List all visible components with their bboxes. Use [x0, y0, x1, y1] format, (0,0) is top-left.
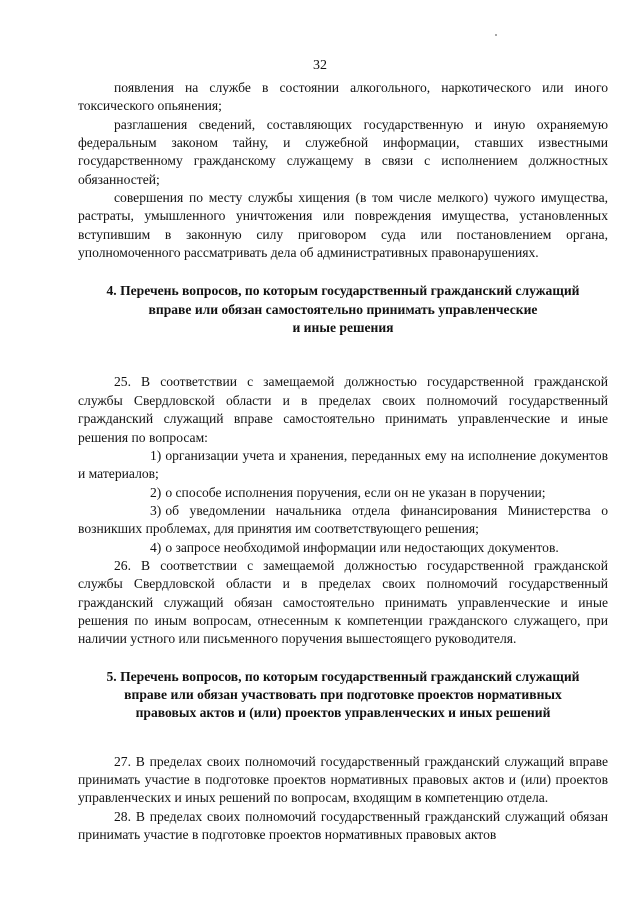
section-5-heading-line: правовых актов и (или) проектов управленческих и иных решений [135, 705, 551, 721]
section-4-heading-line: 4. Перечень вопросов, по которым государственный гражданский служащий [106, 283, 580, 299]
section-5-heading-line: 5. Перечень вопросов, по которым государственный гражданский служащий [106, 668, 580, 684]
page-body [78, 79, 608, 844]
page-number: 32 [313, 58, 327, 73]
section-4-heading-line: и иные решения [292, 320, 394, 336]
paragraph-disclosure: разглашения сведений, составляющих государственную и иную охраняемую федеральным законом тайну, и служебной информации, ставших известными государственному гражданскому служащему в связи с исполнением должностных обязанностей; [78, 116, 608, 187]
paragraph-theft: совершения по месту службы хищения (в том числе мелкого) чужого имущества, растраты, умышленного уничтожения или повреждения имущества, установленных вступившим в законную силу приговором суда или постановлением органа, уполномоченного рассматривать дела об административных правонарушениях. [78, 190, 608, 261]
section-4-heading-line: вправе или обязан самостоятельно принимать управленческие [148, 301, 538, 317]
list-item-number: 1) [150, 447, 162, 463]
list-item-text: о способе исполнения поручения, если он не указан в поручении; [165, 484, 546, 500]
list-item-number: 2) [150, 484, 162, 500]
paragraph-26: 26. В соответствии с замещаемой должностью государственной гражданской службы Свердловской области и в пределах своих полномочий государственный гражданский служащий обязан самостоятельно принимать управленческие и иные решения по иным вопросам, отнесенным к компетенции гражданского служащего, при наличии устного или письменного поручения вышестоящего руководителя. [78, 557, 608, 647]
list-item-4 [78, 539, 608, 557]
list-item-text: о запросе необходимой информации или недостающих документов. [165, 539, 559, 555]
paragraph-27: 27. В пределах своих полномочий государственный гражданский служащий вправе принимать участие в подготовке проектов нормативных правовых актов и (или) проектов управленческих и иных решений по вопросам, входящим в компетенцию отдела. [78, 753, 608, 806]
section-4-heading [78, 282, 608, 337]
list-item-number: 4) [150, 539, 162, 555]
list-item-2 [78, 484, 608, 502]
scan-dot-mark [495, 34, 497, 36]
list-item-3 [78, 502, 608, 539]
list-item-text: об уведомлении начальника отдела финансирования Министерства о возникших проблемах, для принятия им соответствующего решения; [78, 502, 608, 537]
list-item-text: организации учета и хранения, переданных ему на исполнение документов и материалов; [78, 447, 608, 482]
section-5-heading [78, 668, 608, 723]
paragraph-intoxication: появления на службе в состоянии алкогольного, наркотического или иного токсического опьянения; [78, 80, 608, 114]
paragraph-28: 28. В пределах своих полномочий государственный гражданский служащий обязан принимать участие в подготовке проектов нормативных правовых актов [78, 808, 608, 843]
list-item-number: 3) [150, 502, 162, 518]
list-item-1 [78, 447, 608, 484]
paragraph-25: 25. В соответствии с замещаемой должностью государственной гражданской службы Свердловской области и в пределах своих полномочий государственный гражданский служащий вправе самостоятельно принимать управленческие и иные решения по вопросам: [78, 374, 608, 445]
section-5-heading-line: вправе или обязан участвовать при подготовке проектов нормативных [124, 686, 562, 702]
